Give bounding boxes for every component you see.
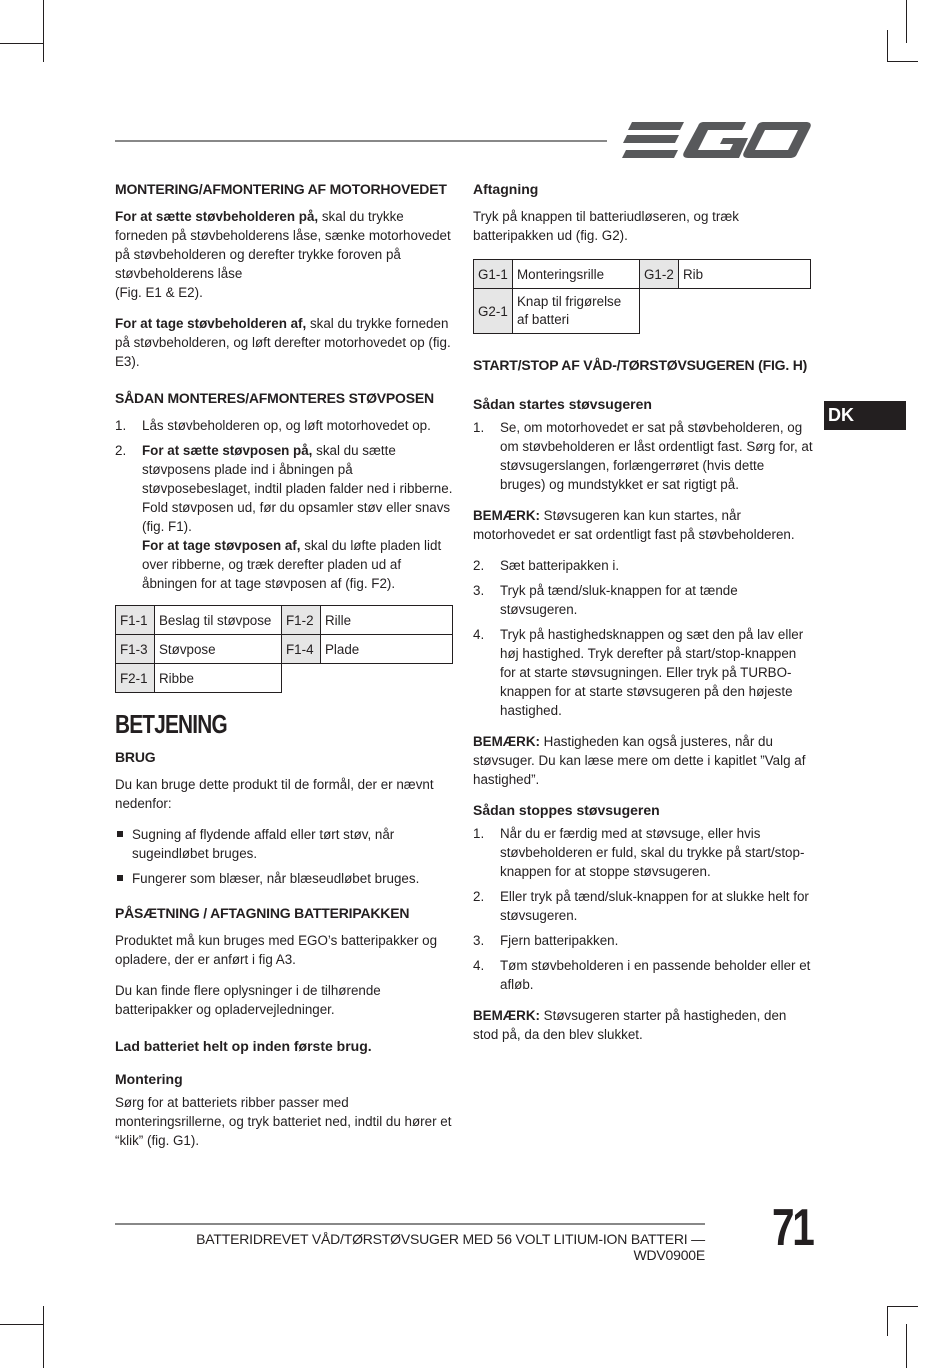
figure-g-legend-table: [473, 259, 811, 334]
list-item: Fungerer som blæser, når blæseudløbet bruges.: [115, 869, 455, 888]
list-item: Sugning af flydende affald eller tørt støv, når sugeindløbet bruges.: [115, 825, 455, 863]
start-steps-continued: [473, 556, 813, 720]
language-tab: DK: [824, 401, 906, 430]
right-column: [473, 180, 813, 1056]
list-item: 4. Tøm støvbeholderen i en passende beholder eller et afløb.: [473, 958, 811, 992]
paragraph-text: skal du trykke forneden på støvbeholderens låse, sænke motorhovedet på støvbeholderen og derefter trykke foroven på støvbeholderens låse: [115, 209, 451, 281]
list-item: 3. Fjern batteripakken.: [473, 933, 619, 948]
table-row: F2-1 Ribbe: [116, 664, 453, 693]
list-item: 4. Tryk på hastighedsknappen og sæt den på lav eller høj hastighed. Tryk derefter på start/stop-knappen for at starte støvsugningen. Eller tryk på TURBO-knappen for at starte støvsugeren på den højeste hastighed.: [473, 627, 804, 718]
list-item: 2. Eller tryk på tænd/sluk-knappen for at slukke helt for støvsugeren.: [473, 889, 809, 923]
list-item: 1. Lås støvbeholderen op, og løft motorhovedet op.: [115, 418, 431, 433]
start-steps: [473, 418, 813, 494]
crop-mark: [906, 1324, 907, 1368]
paragraph: [115, 314, 455, 371]
paragraph: Du kan bruge dette produkt til de formål, der er nævnt nedenfor:: [115, 777, 434, 811]
note: BEMÆRK: Hastigheden kan også justeres, når du støvsuger. Du kan læse mere om dette i kapitlet ”Valg af hastighed”.: [473, 734, 806, 787]
use-list: [115, 825, 455, 888]
note-label: BEMÆRK:: [473, 734, 540, 749]
left-column: [115, 180, 455, 1162]
paragraph: Produktet må kun bruges med EGO’s batteripakker og opladere, der er anført i fig A3.: [115, 933, 438, 967]
list-item: 2. Sæt batteripakken i.: [473, 558, 620, 573]
footer-title: BATTERIDREVET VÅD/TØRSTØVSUGER MED 56 VOLT LITIUM-ION BATTERI — WDV0900E: [196, 1231, 705, 1263]
crop-mark: [887, 1306, 918, 1307]
paragraph: Tryk på knappen til batteriudløseren, og træk batteripakken ud (fig. G2).: [473, 209, 739, 243]
paragraph: [115, 207, 455, 302]
ego-logo: [622, 118, 812, 162]
crop-mark: [906, 0, 907, 43]
table-row: G2-1 Knap til frigørelse af batteri: [474, 289, 811, 334]
subsection-title-mounting: Montering: [115, 1071, 183, 1087]
crop-mark: [887, 1306, 888, 1336]
bold-lead: For at tage støvbeholderen af,: [115, 316, 307, 331]
subsection-title-stop: Sådan stoppes støvsugeren: [473, 802, 660, 818]
list-item: 2. For at sætte støvposen på, skal du sætte støvposens plade ind i åbningen på støvposebeslaget, indtil pladen falder ned i ribberne. Fold støvposen ud, før du opsamler støv eller snavs (fig. F1). For at tage støvposen af, skal du løfte pladen lidt over ribberne, og træk derefter pladen ud af åbningen for at tage støvposen af (fig. F2).: [115, 443, 453, 591]
crop-mark: [43, 1306, 44, 1368]
note: BEMÆRK: Støvsugeren kan kun startes, når motorhovedet er sat ordentligt fast på støvbeholderen.: [473, 508, 795, 542]
subsection-title-removal: Aftagning: [473, 181, 539, 197]
list-item: 3. Tryk på tænd/sluk-knappen for at tænde støvsugeren.: [473, 583, 738, 617]
note-label: BEMÆRK:: [473, 1008, 540, 1023]
note-label: BEMÆRK:: [473, 508, 540, 523]
crop-mark: [0, 43, 43, 44]
crop-mark: [0, 1324, 43, 1325]
bold-lead: For at sætte støvbeholderen på,: [115, 209, 319, 224]
section-title-start-stop: START/STOP AF VÅD-/TØRSTØVSUGEREN (FIG. H): [473, 357, 808, 373]
charge-note: Lad batteriet helt op inden første brug.: [115, 1038, 372, 1054]
page-number: 71: [772, 1199, 813, 1257]
subsection-title-start: Sådan startes støvsugeren: [473, 396, 652, 412]
section-title-motorhead: MONTERING/AFMONTERING AF MOTORHOVEDET: [115, 181, 447, 197]
list-item: 1. Når du er færdig med at støvsuge, eller hvis støvbeholderen er fuld, skal du trykke på start/stop-knappen for at stoppe støvsugeren.: [473, 826, 805, 879]
crop-mark: [887, 61, 918, 62]
table-row: F1-3 Støvpose F1-4 Plade: [116, 635, 453, 664]
footer-rule: [115, 1223, 705, 1225]
section-title-battery: PÅSÆTNING / AFTAGNING BATTERIPAKKEN: [115, 905, 410, 921]
paragraph: Du kan finde flere oplysninger i de tilhørende batteripakker og opladervejledninger.: [115, 983, 381, 1017]
table-row: G1-1 Monteringsrille G1-2 Rib: [474, 260, 811, 289]
stop-steps: [473, 824, 813, 994]
list-item: 1. Se, om motorhovedet er sat på støvbeholderen, og om støvbeholderen er låst ordentligt fast. Sørg for, at støvsugerslangen, forlængerrøret (hvis dette bruges) og mundstykket er sat rigtigt på.: [473, 420, 813, 492]
section-title-dustbag: SÅDAN MONTERES/AFMONTERES STØVPOSEN: [115, 390, 434, 406]
paragraph: Sørg for at batteriets ribber passer med monteringsrillerne, og tryk batteriet ned, indtil du hører et “klik” (fig. G1).: [115, 1095, 452, 1148]
header-rule: [115, 140, 607, 142]
note: BEMÆRK: Støvsugeren starter på hastigheden, den stod på, da den blev slukket.: [473, 1008, 787, 1042]
chapter-title: BETJENING: [115, 709, 227, 739]
figure-ref: (Fig. E1 & E2).: [115, 285, 203, 300]
dustbag-steps: [115, 416, 455, 593]
crop-mark: [887, 30, 888, 62]
paragraph-text: skal du trykke forneden på støvbeholderen, og løft derefter motorhovedet op (fig. E3).: [115, 316, 451, 369]
crop-mark: [43, 0, 44, 62]
table-row: F1-1 Beslag til støvpose F1-2 Rille: [116, 606, 453, 635]
section-title-use: BRUG: [115, 749, 156, 765]
figure-f-legend-table: [115, 605, 453, 693]
